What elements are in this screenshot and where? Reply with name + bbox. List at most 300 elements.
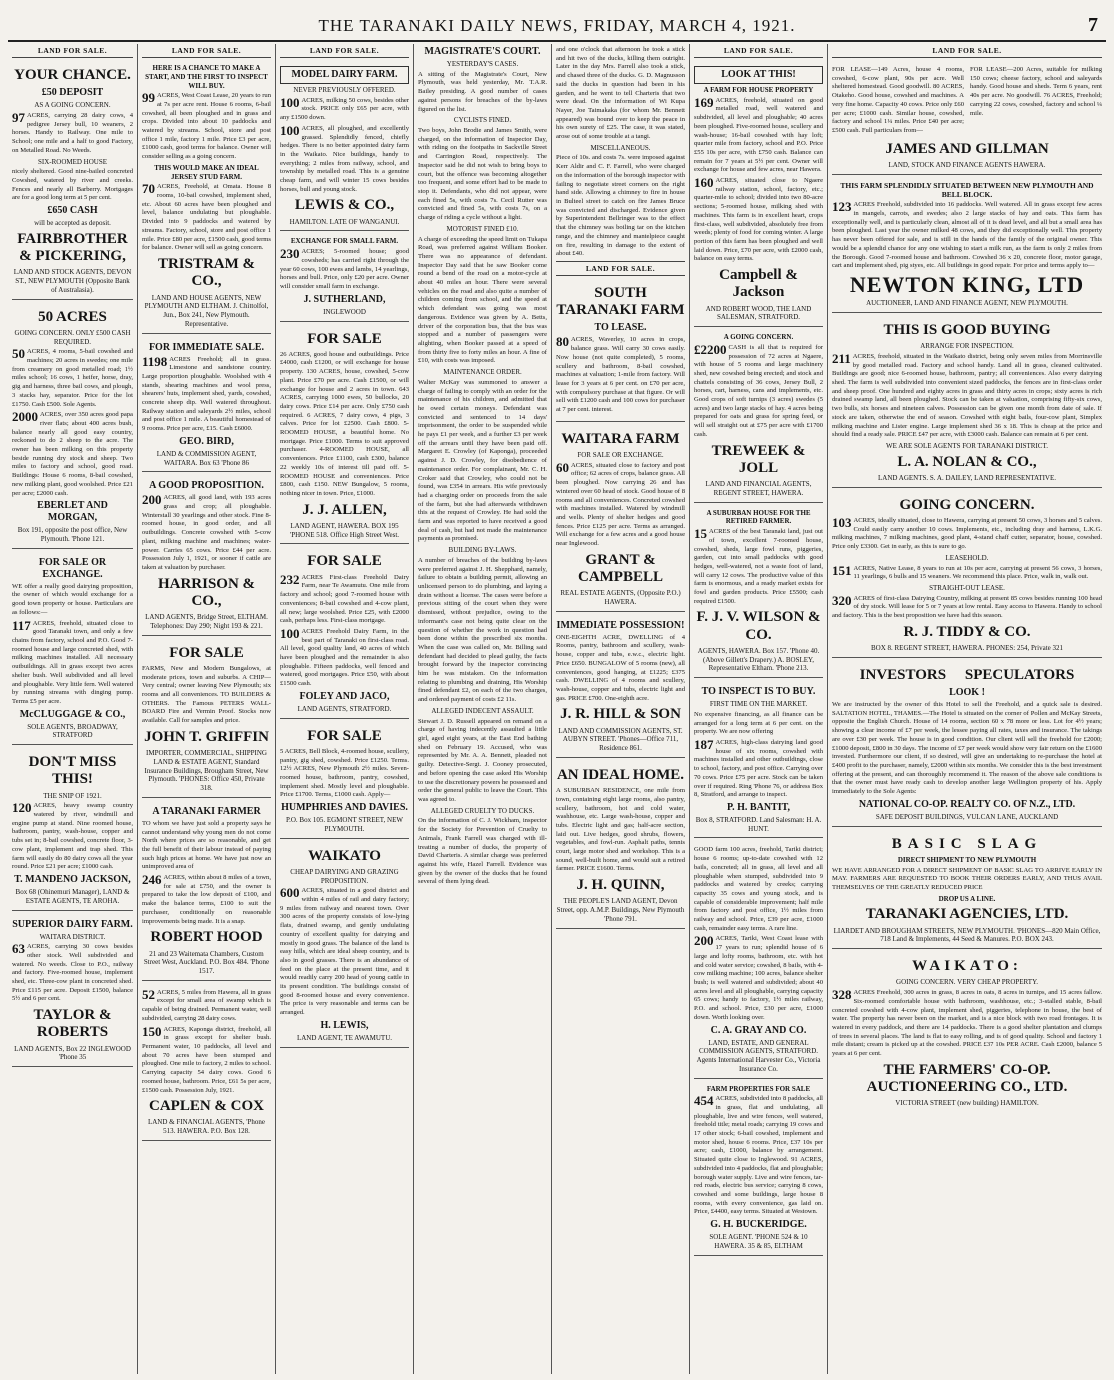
acres-number: 328 <box>832 987 852 1003</box>
ad-text: FOR LEASE—149 Acres, house 4 rooms, cowshed, 6-cow plant, 90s per acre. Well sheltered homestead. Good goodwill. 80 ACRES, Otakeho. Good house, cowshed and machines. A very fine home. Capacity 40 cows. Price only £60 per acre; £1000 cash. Similar house, cowshed, factory and school 1¼ miles. Price £40 per acre; £500 cash. Full particulars from— <box>832 66 964 134</box>
agent-address: LAND AGENT, HAWERA. BOX 195 'PHONE 518. Office High Street West. <box>289 521 400 539</box>
agent-name: J. SUTHERLAND, <box>303 293 386 305</box>
ad-subtitle: GOING CONCERN. VERY CHEAP PROPERTY. <box>896 978 1038 987</box>
column-4 <box>414 44 552 1374</box>
agent-address: AUCTIONEER, LAND AND FINANCE AGENT, NEW PLYMOUTH. <box>866 299 1068 308</box>
acres-number: 232 <box>280 571 300 587</box>
agent-address: IMPORTER, COMMERCIAL, SHIPPING LAND & ESTATE AGENT, Standard Insurance Buildings, Brougham Street, New Plymouth. 'PHONES: Office 450, Private 318. <box>144 749 269 793</box>
acres-number: 52 <box>142 986 155 1002</box>
ad-immediate-possession <box>556 615 685 758</box>
agent-name: CAPLEN & COX <box>149 1098 264 1115</box>
ad-for-sale-foley <box>280 547 409 718</box>
ad-text: TO whom we have just sold a property says he cannot understand why young men do not come North where prices are so reasonable, and get the full benefit of their labour instead of paying such high prices at home. We have just now an unimproved area of <box>142 819 271 871</box>
ad-good-proposition <box>142 475 271 635</box>
ad-exchange-small-farm <box>280 234 409 321</box>
article-subhead: MAINTENANCE ORDER. <box>443 368 522 377</box>
acres-number: 187 <box>694 737 714 753</box>
ad-look-at-this <box>694 61 823 327</box>
ad-body <box>12 348 133 409</box>
agent-name: FOLEY AND JACO, <box>299 690 390 702</box>
column-1 <box>8 44 138 1374</box>
ad-subtitle: THE SNIP OF 1921. <box>43 791 102 800</box>
ad-text-2: nicely sheltered. Good nine-bailed concreted Cowshed, watered by river and creeks. Fences and nearly all Barberry. Mortgages are for a good long term at 5 per cent. <box>12 168 133 202</box>
article-paragraph: Walter McKay was summoned to answer a charge of failing to comply with an order for the maintenance of his children, and admitted that he owed certain moneys. Defendant was convicted and sentenced to 14 days' imprisonment, the order to be suspended while he pays £1 per week, and a further £3 per week off the arrears until they have been paid off. Margaret E. Crowley (of Kaponga), proceeded against J. D. Crowley, for disobedience of maintenance order. For complainant, Mr. C. H. Croker said that Crowley, who could not be found, was £354 in arrears. His wife previously had a charging order on proceeds from the sale of the farm, but she had afterwards withdrawn this at the request of Crowley. He had sold the farm and was reported to have received a good deal of cash, but had not made the maintenance payments as promised. <box>418 378 547 543</box>
ad-your-chance <box>12 61 133 300</box>
article-paragraph: and one o'clock that afternoon he took a stick and hit two of the ducks, killing them outright. Later in the day Mrs. Farrell also took a stick, and chased three of the ducks. G. D. Magnusson said the ducks in question had been in his garden, and he went to tell Charteris that two were dead. On the information of Wi Kupa Nayer, Joe Taimakaka (for whom Mr. Bennett appeared) was bound over to keep the peace in his own surety of £25. The case, it was stated, arose out of some trouble at a tangi. <box>556 46 685 141</box>
ad-body <box>832 592 1102 621</box>
agent-name: G. H. BUCKERIDGE. <box>710 1219 807 1231</box>
ad-body <box>12 411 133 498</box>
ad-text: GOOD farm 100 acres, freehold, Tariki district; house 6 rooms; up-to-date cowshed with 12 bails, concreted; all in grass, all level and all ploughable when stumped, subdivided into 9 paddocks and watered by creeks; carrying capacity 35 cows and young stock, and is capable of considerable improvement; half mile from factory and post office, 1½ miles from railway and school. Price, £39 per acre, £1000 cash, remainder easy terms. A rare line. <box>694 846 823 932</box>
column-header: LAND FOR SALE. <box>12 44 133 58</box>
agent-address: REAL ESTATE AGENTS, (Opposite P.O.) HAWERA. <box>560 589 681 607</box>
agent-name: FAIRBROTHER & PICKERING, <box>17 230 128 265</box>
ad-farm-properties <box>694 1082 823 1256</box>
agent-name: LEWIS & CO., <box>294 197 395 214</box>
agent-address: LAND AND FINANCIAL AGENTS, REGENT STREET, HAWERA. <box>705 480 812 497</box>
agent-name: H. LEWIS, <box>320 1019 369 1031</box>
agent-address: P.O. Box 105. EGMONT STREET, NEW PLYMOUTH. <box>286 816 403 833</box>
ad-waikato-farmers <box>832 952 1102 1112</box>
agent-address: LAND, STOCK AND FINANCE AGENTS HAWERA. <box>888 160 1046 169</box>
ad-note: WE ARE SOLE AGENTS FOR TARANAKI DISTRICT. <box>886 441 1048 450</box>
ad-title: SOUTH TARANAKI FARM <box>556 284 685 319</box>
ad-title: AN IDEAL HOME. <box>556 766 685 783</box>
ad-title: TO INSPECT IS TO BUY. <box>701 686 816 698</box>
agent-address: Box 8, STRATFORD. Land Salesman: H. A. HUNT. <box>695 815 822 833</box>
ad-deposit: £50 DEPOSIT <box>41 87 104 99</box>
ad-subtitle: ARRANGE FOR INSPECTION. <box>920 342 1014 351</box>
ad-text: ACRES, freehold, situated close to good Taranaki town, and only a few chains from factory, school and P.O. Good 7-roomed house and large concreted shed, with milking machines installed. All necessary outbuildings. All in grass except two acres shelter bush. Well subdivided and all level and ploughable. Very little fern. Well watered by running streams with dinging pump. Terms £5 per acre. <box>12 619 133 705</box>
agent-name: TRISTRAM & CO., <box>157 256 256 290</box>
agent-address: AND ROBERT WOOD, THE LAND SALESMAN, STRATFORD. <box>705 304 812 322</box>
agent-name: EBERLET AND MORGAN, <box>37 500 108 524</box>
ad-taranaki-farmer <box>142 801 271 981</box>
ad-body <box>832 562 1102 582</box>
agent-name: J. H. QUINN, <box>576 877 665 894</box>
ad-text: ACRES, Waverley, 10 acres in crops, balance grass. Will carry 30 cows easily. Now house (not quite completed), 5 rooms, scullery and bathroom, 8-bail cowshed, machines at valuation; 1-mile from factory. Will lease for 3 years at 6 per cent. on £70 per acre, with compulsory purchase at that figure. Or will sell with £1200 cash and 100 cows for purchaser at 7 per cent. interest. <box>556 336 685 414</box>
acres-number: 123 <box>832 199 852 215</box>
ad-body <box>142 183 271 253</box>
ad-body <box>694 94 823 175</box>
column-2 <box>138 44 276 1374</box>
ad-body <box>12 802 133 872</box>
ad-title: WAIKATO: <box>912 958 1022 975</box>
ad-text: ACRES Freehold, subdivided into 16 paddocks. Well watered. All in grass except few acres in mangels, carrots, and swedes; also 2 large stacks of hay and oats. This farm has exceptionally well, and is particularly clean, almost all of it is dead level, and all but a small area has been ploughed. Last year the owner milked 48 cows, and they did exceptionally well. This property has never been offered for sale, and is still in the hands of the family of the original owner. This would be a splendid chance for any one wishing to start a milk run, as the farm is only 2 miles from the Borough. Good 7-roomed house and bathroom. Cowshed 36 x 20, concrete floor, motor garage, cart and implement shed, pig styes, etc. All buildings in good repair. For price and terms apply to— <box>832 201 1102 270</box>
ad-waitara-farm <box>556 425 685 612</box>
acres-number: 454 <box>694 1093 714 1109</box>
ad-head: FOR IMMEDIATE SALE. <box>148 341 265 353</box>
ad-head: FOR SALE <box>307 727 382 744</box>
ad-chance-to-start <box>142 61 271 334</box>
acres-number: 246 <box>142 872 162 888</box>
ad-body <box>694 739 823 800</box>
column-header: LAND FOR SALE. <box>832 44 1102 58</box>
ad-subtitle: WAITARA DISTRICT. <box>39 932 106 941</box>
ad-ideal-home <box>556 761 685 929</box>
column-3 <box>276 44 414 1374</box>
column-header: LAND FOR SALE. <box>556 261 685 276</box>
article-paragraph: Two boys, John Brodie and James Smith, were charged, on the information of Inspector Day, with riding on the footpaths in Sackville Street and Carrington Road, respectively. The Inspector said he did not wish to bring boys to court, but the offence was becoming altogether too frequent, and some effort had to be made to stop it. Defendants, who did not appear, were each fined 5s, with costs 7s. Cecil Rutter was convicted and fined 5s, with costs 7s, on a charge of riding a cycle without a light. <box>418 127 547 222</box>
ad-waikato-lewis <box>280 842 409 1048</box>
ad-text: ACRES, situated close to factory and post office; 62 acres of crops, balance grass. All been ploughed. Now carrying 26 and has wintered over 60 head of stock. Good house of 8 rooms and all conveniences. Concreted cowshed with machines installed. Watered by windmill and wells. Plenty of shelter hedges and good fences. Price £125 per acre. Terms as arranged. Will exchange for a few acres and a good house near Inglewood. <box>556 461 685 548</box>
ad-note: will be accepted as deposit. <box>34 219 111 228</box>
article-paragraph: A charge of exceeding the speed limit on Tukapa Road, was preferred against William Booker. There was no appearance of defendant. Inspector Day said that he saw Booker come round a bend of the road on a motor-cycle at about 40 miles an hour. There were several vehicles on the road and also quite a number of children coming from school, and the speed at which defendant was going was most dangerous. Evidence was given by A. Betts, driver of the corporation bus, that the bus was stopped and a number of passengers were alighting, when Booker passed at a speed of from thirty five to forty miles an hour. A fine of £10, with costs was imposed. <box>418 235 547 365</box>
ad-head: FOR SALE OR EXCHANGE. <box>38 556 107 580</box>
ad-text: WE HAVE ARRANGED FOR A DIRECT SHIPMENT OF BASIC SLAG TO ARRIVE EARLY IN MAY. FARMERS ARE REQUESTED TO BOOK THEIR ORDERS EARLY, AND THUS AVAIL THEMSELVES OF THE GREATLY REDUCED PRICE <box>832 866 1102 891</box>
acres-number: 63 <box>12 941 25 957</box>
ad-south-taranaki-farm <box>556 279 685 422</box>
agent-name: GRANT & CAMPBELL <box>577 551 663 586</box>
acres-number: 1198 <box>142 353 168 369</box>
agent-address: LAND AND HOUSE AGENTS, NEW PLYMOUTH AND ELTHAM. J. Chittolfol, Jun., Box 241, New Plymouth. Representative. <box>144 293 269 328</box>
acres-number: 230 <box>280 246 300 262</box>
agent-address: LAND AGENTS. S. A. DAILEY, LAND REPRESENTATIVE. <box>877 473 1056 482</box>
agent-address: THE PEOPLE'S LAND AGENT, Devon Street, opp. A.M.P. Buildings, New Plymouth 'Phone 791. <box>556 897 685 923</box>
agent-name: L. A. NOLAN & CO., <box>897 453 1037 470</box>
ad-body <box>832 989 1102 1059</box>
ad-head: EXCHANGE FOR SMALL FARM. <box>290 237 399 246</box>
article-paragraph: A number of breaches of the building by-laws were preferred against J. H. Shepphard, namely, failure to obtain a building permit, allowing an unlicensed person to do plumbing, and laying a drain without a license. The cases were before a previous sitting of the court when they were dismissed, without prejudice, owing to the informant's case not being quite clear on the question of whether the work in question had been done within the prescribed six months. When the case was called on, Mr. Billing said defendant had decided to plead guilty, the facts brought forward by the inspector convincing him he was mistaken. On the information relating to plumbing and draining, His Worship fined defendant £2, on each of the two charges, and ordered payment of costs £2 11s. <box>418 556 547 704</box>
ad-body <box>12 617 133 707</box>
agent-name: F. J. V. WILSON & CO. <box>696 609 821 643</box>
agent-name: Campbell & Jackson <box>719 267 798 301</box>
ad-gray-co <box>694 841 823 1078</box>
ad-body <box>832 201 1102 271</box>
agent-name: C. A. GRAY AND CO. <box>710 1024 807 1036</box>
article-subhead: ALLEGED INDECENT ASSAULT. <box>431 706 534 715</box>
acres-number: 60 <box>556 459 569 475</box>
agent-name: NATIONAL CO-OP. REALTY CO. OF N.Z., LTD. <box>858 798 1076 810</box>
ad-sale-or-exchange <box>12 552 133 745</box>
article-subhead: YESTERDAY'S CASES. <box>446 60 519 68</box>
ad-title: LOOK AT THIS! <box>694 66 823 84</box>
agent-address: INGLEWOOD <box>323 307 366 316</box>
ad-text: ACRES Freehold, 300 acres in grass, 8 acres in oats, 8 acres in turnips, and 15 acres fallow. Six-roomed comfortable house with bathroom, washhouse, etc.; 3-stalled stable, 8-bail concreted cowshed with 4-cow plant, implement shed, piggeries, telephone in house, the best of water. The property has never been on the market, and is a nice block with two road frontages. It is watered in every paddock, and there are 14 paddocks. There is a good shelter plantation and clumps of trees in several places. The land is flat to easy rolling, and is of good quality. School and factory 1 mile distant; cream is picked up at the cowshed. PRICE £37 10s PER ACRE. Cash £2000, balance 5 years at 6 per cent. <box>832 989 1102 1058</box>
acres-number: 160 <box>694 175 714 191</box>
ad-superior-dairy-farm <box>12 914 133 1068</box>
acres-number: 211 <box>832 350 851 366</box>
ad-text: ACRES Freehold Dairy Farm, in the best part of Taranaki on first-class road. All level, good quality land, 40 acres of which have been ploughed and the remainder is also ploughable. Fifteen paddocks, well fenced and watered, good mortgages. Price £50, with about £1500 cash. <box>280 627 409 688</box>
ad-price: £650 CASH <box>47 205 98 217</box>
agent-address: LAND AGENTS, Box 22 INGLEWOOD 'Phone 35 <box>14 1044 131 1062</box>
ad-text: ACRES, milking 50 cows, besides other stock. PRICE only £65 per acre, with any £1500 down. <box>280 96 409 122</box>
ad-subtitle: AS A GOING CONCERN. <box>34 101 111 110</box>
ad-title: THIS IS GOOD BUYING <box>883 321 1051 338</box>
column-7 <box>828 44 1106 1374</box>
ad-text: ACRES, carrying 28 dairy cows, 4 pedigree Jersey bull, 10 weaners, 2 horses. Handy to Railway. One mile to School; one mile and a half to good Factory, on Metalled Road. No Weeds. <box>12 112 133 154</box>
acres-number: 103 <box>832 514 852 530</box>
acres-number: 200 <box>142 492 162 508</box>
ad-subtitle: FIRST TIME ON THE MARKET. <box>709 700 808 709</box>
acres-number: 100 <box>280 94 300 110</box>
ad-going-concern-treweek <box>694 330 823 502</box>
ad-title: THIS WOULD MAKE AN IDEAL JERSEY STUD FARM. <box>154 163 259 181</box>
ad-title: THIS FARM SPLENDIDLY SITUATED BETWEEN NEW PLYMOUTH AND BELL BLOCK. <box>840 180 1094 199</box>
acres-number: 117 <box>12 617 31 633</box>
agent-name: NEWTON KING, LTD <box>849 272 1085 297</box>
ad-body <box>280 571 409 626</box>
agent-name: J. J. ALLEN, <box>302 501 387 518</box>
article-subhead: CYCLISTS FINED. <box>453 116 512 125</box>
ad-body <box>142 1023 271 1096</box>
agent-name: T. MANDENO JACKSON, <box>14 874 131 885</box>
article-subhead: ALLEGED CRUELTY TO DUCKS. <box>430 806 535 815</box>
ad-text: ACRES, 5 miles from Hawera, all in grass except for small area of swamp which is capable of being drained. Permanent water, well subdivided, carrying 28 dairy cows. <box>142 988 271 1022</box>
ad-head: FOR SALE <box>169 644 244 661</box>
ad-head: FOR SALE <box>307 330 382 347</box>
agent-name: TAYLOR & ROBERTS <box>33 1007 112 1041</box>
ad-50-acres <box>12 303 133 549</box>
ad-text: ACRES, West Coast Lease, 20 years to run at 7s per acre rent. House 6 rooms, 6-bail cowshed, all been ploughed and in grass and crops. Divided into about 10 paddocks and watered by streams. School, store and post office 1 mile, factory 1 mile. Price £3 per acre, £1000 cash, good terms for balance. Owner will consider selling as a going concern. <box>142 92 271 161</box>
ad-text: ACRES, high-class dairying land good house of six rooms, cowshed with machines installed and other outbuildings, close to school, factory, and post office. Carrying over 70 cows. Price £75 per acre. Stock can be taken over if required. Ring 'Phone 76, or address Box 8, Stratford, and arrange to inspect. <box>694 739 823 799</box>
agent-address: HAMILTON. LATE OF WANGANUI. <box>289 217 400 226</box>
ad-title: BASIC SLAG <box>891 835 1043 852</box>
price-number: £2200 <box>694 341 727 357</box>
ad-newton-king <box>832 178 1102 313</box>
ad-text: 5 ACRES, Bell Block, 4-roomed house, scullery, pantry, gig shed, cowshed. Price £1250. Terms. 12½ ACRES, New Plymouth 2½ miles. Seven-roomed house, bathroom, pantry, cowshed, implement shed. Mostly level and ploughable. Price £1700. Terms, £1000 cash. Apply— <box>280 747 409 799</box>
agent-address: LAND & COMMISSION AGENT, WAITARA. Box 63 'Phone 86 <box>156 449 257 467</box>
ad-body <box>12 943 133 1004</box>
ad-text: ACRES of the best Taranaki land, just out of town, excellent 7-roomed house, cowshed, sheds, large fowl runs, piggeries, garden, cut into small paddocks with good hedges, well-watered, not a waste foot of land, will carry 12 cows. The productive value of this farm is enormous, and a ready market exists for fowl and garden products. Price £5500; cash required £1500. <box>694 528 823 605</box>
ad-for-sale-griffin <box>142 639 271 798</box>
acres-number: 120 <box>12 800 32 816</box>
agent-name: GEO. BIRD, <box>179 435 234 447</box>
ad-text: A SUBURBAN RESIDENCE, one mile from town, containing eight large rooms, also pantry, scullery, bathroom, hot and cold water, washhouse, etc. Large wash-house, copper and tubs. Electric light and gas; half-acre section, laid out. Live hedges, good shrubs, flowers, vegetables, and fowl-run. Asphalt paths, tennis court, large motor shed and workshop. This is a sound, well-built home, and would suit a retired farmer. PRICE £1600. Terms. <box>556 787 685 873</box>
ad-title: A SUBURBAN HOUSE FOR THE RETIRED FARMER. <box>706 508 811 526</box>
article-paragraph: Piece of 10s. and costs 7s. were imposed against Kerr Aldir and C. F. Farrell, who were charged on the information of the borough inspector with failing to negotiate street corners on the right hand side. Allowing a chimney to fire in house in Bulteel street to catch on fire James Bruce was convicted and discharged. Evidence given by Superintendent Bellringer was to the effect that the chimney was boiling tar on the kitchen range, and the chimney and mantelpiece caught on fire, resulting in damage to the extent of about £40. <box>556 154 685 258</box>
article-paragraph: A sitting of the Magistrate's Court, New Plymouth, was held yesterday, Mr. T.A.R. Bailey presiding. A good number of cases against persons for breaches of the by-laws figured on the list. <box>418 70 547 113</box>
ad-for-sale-humphries <box>280 722 409 839</box>
ad-text: ACRES Freehold; all in grass. Limestone and sandstone country. Large proportion ploughable. Woolshed with 4 stands, shearing machines and wool press, shearers' huts, implement shed, yards, cowshed, concrete sheep dip. Well watered throughout. Railway station and saleyards 2½ miles, school and post office 1 mile. A beautiful homestead of 9 rooms. Price per acre, £15. Cash £6000. <box>142 355 271 433</box>
masthead <box>8 14 1106 42</box>
acres-number: 100 <box>280 625 300 641</box>
ad-body <box>12 112 133 156</box>
agent-name: HARRISON & CO., <box>157 575 256 609</box>
ad-note: DROP US A LINE. <box>938 894 996 903</box>
ad-title: WAITARA FARM <box>561 430 680 447</box>
ad-title: INVESTORS SPECULATORS <box>859 666 1075 683</box>
ad-text: FARMS, New and Modern Bungalows, at moderate prices, town and suburbs. A CHIP—Very central; owner leaving New Plymouth; six rooms and all conveniences. TO BUILDERS & OTHERS. The Famous PETERS WALL-BOARD Fire and Vermin Proof. Stocks now available. Call for samples and price. <box>142 664 271 725</box>
ad-body <box>832 514 1102 552</box>
ad-suburban-house <box>694 506 823 679</box>
agent-name: THE FARMERS' CO-OP. AUCTIONEERING CO., LTD. <box>866 1061 1068 1096</box>
ad-body <box>694 1095 823 1217</box>
ad-body <box>832 350 1102 440</box>
agent-address: LAND AND STOCK AGENTS, DEVON ST., NEW PLYMOUTH (Opposite Bank of Australasia). <box>13 268 132 294</box>
page-number: 7 <box>1088 14 1098 36</box>
ad-text: FOR LEASE—200 Acres, suitable for milking 150 cows; cheese factory, school and saleyards handy. Good house and sheds. Term 6 years, rent 40s per acre. No goodwill. 76 ACRES, Freehold; carrying 22 cows, cowshed, factory and school ¼ mile. <box>970 66 1102 117</box>
agent-name: JOHN T. GRIFFIN <box>144 728 269 745</box>
ad-text: No expensive financing, as all finance can be arranged for a long term at 6 per cent. on the property. We are now offering <box>694 710 823 736</box>
agent-address: VICTORIA STREET (new building) HAMILTON. <box>895 1099 1039 1108</box>
article-subhead: BUILDING BY-LAWS. <box>448 546 517 555</box>
ad-title: 50 ACRES <box>38 308 107 325</box>
ad-text: ACRES, freehold, situated on good metalled road, well watered and subdivided, all level and ploughable; 40 acres been ploughed. Five-roomed house, scullery and wash-house; 16-bail cowshed with hay loft; quarter mile from factory, school and P.O. Price £55 10s per acre, with £750 cash. Balance can remain for 7 years at 5½ per cent. Owner will exchange for house and few acres, near Hawera. <box>694 96 823 174</box>
ad-house: SIX-ROOMED HOUSE <box>37 157 108 166</box>
ad-text: ACRES, ideally situated, close to Hawera, carrying at present 50 cows, 3 horses and 5 calves. Could easily carry another 10 cows. Implements, etc., including dray and harness, L.K.G. milking machines, 7 milking machines, good plant, 4-stand chaff cutter, separator, house, cowshed. Price only £3300. Get in early, as this is sure to go. <box>832 516 1102 551</box>
agent-name: J. R. HILL & SON <box>560 706 681 723</box>
ad-head: FOR SALE <box>307 553 382 570</box>
ad-subtitle: LEASEHOLD. <box>945 553 989 562</box>
acres-number: 150 <box>142 1023 162 1039</box>
acres-number: 80 <box>556 334 569 350</box>
ad-text: ACRES, subdivided into 8 paddocks, all in grass, flat and undulating, all ploughable, live and wire fences, well watered, freehold title; metal roads; carrying 19 cows and 17 other stock; 6-bail cowshed, implement and motor shed, house 6 rooms. Price, £37 10s per acre; cash, £1000, balance by arrangement. Situated quite close to Inglewood. 91 ACRES, subdivided into 4 paddocks, flat and ploughable; borough water supply. Live and wire fences, tar-red roads, electric bus service; carrying 8 cows, cowshed and some buildings, large house 8 rooms, with every convenience, gas laid on. Price, £4400, easy terms. Situated at Westown. <box>694 1095 823 1216</box>
agent-name: TARANAKI AGENCIES, LTD. <box>865 906 1069 923</box>
ad-title: DON'T MISS THIS! <box>28 754 117 788</box>
ad-text: ACRES, Tariki, West Coast lease with 17 years to run; splendid house of 6 large and lofty rooms, bathroom, etc. with hot and cold water service; cowshed, 8 bails, with 4-cow milking machine; 100 acres, balance shelter bush; is well watered and subdivided; about 40 acres level and all ploughable, carrying capacity 65 cows; handy to factory, 1½ miles railway, P.O. and school. Price, £30 per acre, £1000 down. Worth looking over. <box>694 935 823 1021</box>
ad-text: ACRES, heavy swamp country watered by river, windmill and engine pump at stand. Nine roomed house, bathroom, pantry, wash-house, copper and tubs set in; 8-bail cowshed, concrete floor, 3-cow plant, implement and trap shed. This farm will easily do 80 dairy cows all the year round. Price £21 per acre; £1000 cash. <box>12 802 133 871</box>
agent-address: Box 68 (Ohinemuri Manager), LAND & ESTATE AGENTS, TE AROHA. <box>15 888 130 905</box>
agent-address: LAND & FINANCIAL AGENTS, 'Phone 513. HAWERA. P.O. Box 128. <box>147 1118 266 1136</box>
agent-name: TREWEEK & JOLL <box>711 442 806 476</box>
agent-address: Box 191, opposite the post office, New Plymouth. 'Phone 121. <box>17 526 128 544</box>
agent-name: R. J. TIDDY & CO. <box>903 623 1031 640</box>
agent-name: HUMPHRIES AND DAVIES. <box>281 802 408 814</box>
article-paragraph: Stewart J. D. Russell appeared on remand on a charge of having indecently assaulted a little girl, aged eight years, at the East End bathing shed on February 19. Accused, who was represented by Mr. A. A. Bennett, pleaded not guilty. Detective-Sergt. J. Cooney prosecuted, and before opening the case asked His Worship to use the discretionary powers he possessed and order the general public to leave the Court. This was agreed to. <box>418 717 547 803</box>
ad-body <box>280 887 409 1018</box>
ad-subtitle: GOING CONCERN. ONLY £500 CASH REQUIRED. <box>14 328 131 346</box>
agent-address: AGENTS, HAWERA. Box 157. 'Phone 40. (Above Gillett's Drapery.) A. BOSLEY, Representative Eltham. 'Phone 213. <box>697 646 820 673</box>
acres-number: 70 <box>142 181 155 197</box>
ad-text: ACRES, within about 8 miles of a town, for sale at £750, and the owner is prepared to take the low deposit of £100, and make the balance terms, £100 to suit the purchaser, conditionally on reasonable improvements being made. It is a snap. <box>142 874 271 925</box>
ad-text: ACRES, all good land, with 193 acres grass and crop; all ploughable. Winterstall 30 yearlings and other stock. Fine 8-roomed house, in good order, and all outbuildings. Concrete cowshed with 5-cow plant, milking machine and machines; water-power. Carries 65 cows. Price £44 per acre. Possession July 1, 1921, or sooner if cattle are taken at valuation by purchaser. <box>142 494 271 571</box>
ad-head: IMMEDIATE POSSESSION! <box>556 619 685 631</box>
ad-body <box>556 459 685 549</box>
ad-text: ACRES First-class Freehold Dairy Farm, near Te Awamutu. One mile from factory and school; good 7-roomed house with conveniences; 8-bail cowshed and 4-cow plant, all new; large woolshed. Price £25, with £2000 cash, perhaps less. First-class mortgage. <box>280 573 409 625</box>
ad-text: ACRES, all ploughed, and excellently grassed. Splendidly fenced, chiefly hedges. There is no better appointed dairy farm in the Waikato. Nice buildings, handy to everything; 2 miles from railway, school, and township by metalled road. This is a genuine cheap farm, and will winter 15 cows besides horses, bull and young stock. <box>280 124 409 193</box>
acres-number: 15 <box>694 526 707 542</box>
ad-title: GOING CONCERN. <box>899 496 1035 513</box>
ad-title: HERE IS A CHANCE TO MAKE A START, AND THE FIRST TO INSPECT WILL BUY. <box>145 64 268 90</box>
column-5 <box>552 44 690 1374</box>
ad-body <box>280 94 409 123</box>
ad-text: ACRES, 4 rooms, 5-bail cowshed and machines; 20 acres in swedes; one mile from creamery on good metalled road; 1½ miles school; 16 cows, 1 heifer, horse, dray, gig and harness, three bail cows, and plough, 3 stacks hay, separator. Price for the lot £1750. Cash £500. Sole Agents. <box>12 348 133 408</box>
ad-text: ACRES, freehold, situated in the Waikato district, being only seven miles from Morrinsville by good metalled road. Factory and school handy. Land all in grass, cleaned cultivated. Buildings are good; nice 6-roomed house, bathroom, pantry; all conveniences. Also every dairying shed. The farm is well subdivided into convenient sized paddocks, the fences are in first-class order and sheep proof. One hundred and eighty acres in grass and thirty acres in crops; sixty acres is rich drained swamp land, all been ploughed. Stock can be taken at valuation, comprising fifty-six cows, two bulls, six horses and nineteen calves. Possession can be given one month from date of sale. If stock are taken, otherwise the end of season. Cowshed with eight bails, four-cow plant, Simplex milking machine and Lister engine. Large implement shed 36 x 18. This is cheap at the price and should find a ready sale. PRICE £47 per acre, with £3000 cash. Balance can remain at 6 per cent. <box>832 352 1102 439</box>
ad-text: ACRES, over 350 acres good papa river flats; about 400 acres bush, balance nearly all good easy country, reckoned to do 2 sheep to the acre. The owner has been milking on this property beside running dry stock and sheep. Two miles to factory and school, good road. Buildings: House 6 rooms, 8-bail cowshed, new milking plant, good woolshed. Price £21 per acre; £2000 cash. <box>12 411 133 497</box>
ad-body <box>694 177 823 264</box>
agent-address: LAND AGENT, TE AWAMUTU. <box>296 1033 393 1042</box>
ad-head: FARM PROPERTIES FOR SALE <box>706 1084 811 1093</box>
agent-address: SOLE AGENT. 'PHONE 524 & 10 HAWERA. 35 & 85, ELTHAM <box>709 1233 808 1250</box>
ad-title: SUPERIOR DAIRY FARM. <box>12 918 133 930</box>
ad-subtitle: CHEAP DAIRYING AND GRAZING PROPOSITION. <box>290 867 399 885</box>
ad-text: 26 ACRES, good house and outbuildings. Price £4000, cash £1200, or will exchange for house property. 130 ACRES, house, cowshed, 5-cow plant. Price £70 per acre. Cash £1500, or will exchange for house and 2 acres in town. 643 ACRES, carrying 1000 ewes, 50 bullocks, 20 dairy cows. Price £14 per acre. Only £750 cash required. 6 ACRES, 7 dairy cows, 4 pigs, 3 calves. Price for lot £2500. Cash £800. 5-ROOMED HOUSE, a beautiful home. No mortgage. Price £1000. Terms to suit approved purchaser. 4-ROOMED HOUSE, all conveniences. Price £1100, cash £300, balance 22 weekly 10s of interest till paid off. 5-ROOMED HOUSE and conveniences. Price £800, cash £150. NEW Bungalow, 5 rooms, nothing nicer in town. Price, £1000. <box>280 350 409 497</box>
column-6 <box>690 44 828 1374</box>
ad-title: MODEL DAIRY FARM. <box>280 66 409 84</box>
ad-model-dairy-farm <box>280 61 409 231</box>
ad-subtitle: STRAIGHT-OUT LEASE. <box>929 583 1005 592</box>
acres-number: 2000 <box>12 409 38 425</box>
ad-subtitle: DIRECT SHIPMENT TO NEW PLYMOUTH <box>897 855 1037 864</box>
ad-text: ACRES, Freehold, at Omata. House 8 rooms, 10-bail cowshed, implement shed, etc. About 60 acres have been ploughed and level, balance undulating but ploughable. Divided into 9 paddocks and watered by streams. Factory, school, store and post office 1 mile. Price £80 per acre, £1500 cash, good terms for balance. Owner will sell as going concern. <box>142 183 271 252</box>
ad-body <box>142 874 271 926</box>
ad-text: ACRES, carrying 30 cows besides other stock. Well subdivided and watered. No weeds. Close to P.O., railway and factory. Five-roomed house, implement shed, etc. Three-cow plant in concreted shed. Price £115 per acre. Deposit £1500, balance 5½ and 6 per cent. <box>12 943 133 1003</box>
ad-basic-slag <box>832 830 1102 950</box>
agent-name: P. H. BANTIT, <box>726 801 791 813</box>
article-subhead: MISCELLANEOUS. <box>590 143 651 152</box>
ad-text: ACRES, Native Lease, 8 years to run at 10s per acre, carrying at present 56 cows, 3 horses, 11 yearlings, 6 bulls and 15 weaners. We recommend this place. Price, walk in, walk out. <box>853 564 1102 581</box>
column-header: LAND FOR SALE. <box>694 44 823 58</box>
ad-subtitle: FOR SALE OR EXCHANGE. <box>577 451 664 459</box>
ad-body <box>142 986 271 1024</box>
ad-for-sale-allen <box>280 325 409 545</box>
agent-address: LAND AGENTS, Bridge Street, ELTHAM. Telephones: Day 290; Night 193 & 221. <box>145 613 268 630</box>
ad-text: ACRES, situated close to Ngaere railway station, school, factory, etc.; quarter-mile to school; divided into two 80-acre sections; 5-roomed house, milking shed with machines. This farm is in excellent heart, crops first-class, well subdivided, absolutely free from weeds; plenty of food for coming winter. A large portion of this farm has been ploughed and well laid down. Price, £70 per acre, with £2000 cash, balance on easy terms. <box>694 177 823 263</box>
ad-text: We are instructed by the owner of this Hotel to sell the Freehold, and a quick sale is desired. SALTATION HOTEL, THAMES.—The Hotel is situated on the corner of Pollen and McKay Streets, opposite the English Church. House of 14 rooms, section 60 x 78 more or less. Lot for 4½ years; showing a clear income of £7 per week, the lessee paying all rates, taxes and insurance. The takings are over £30 per week. The house is in good condition. Our client will sell the freehold for £2000; £1000 deposit, £800 in 30 days. The income of £7 per week would show very fair return on the £1600 invested. Furthermore our client, if so desired, will give an undertaking to re-purchase the hotel at £400 profit to the purchaser, namely, £2000 within six months. We consider this is the best investment offering at the present, and can thoroughly recommend it. The reason of the above sale conditions is that the owner must have ready cash to develop another large Wellington property of his. Apply immediately to the Sole Agents: <box>832 701 1102 796</box>
acres-number: 200 <box>694 933 714 949</box>
agent-address: LAND AND COMMISSION AGENTS, ST. AUBYN STREET. 'Phones—Office 711, Residence 861. <box>558 726 683 753</box>
ad-body <box>142 92 271 162</box>
agent-address: SAFE DEPOSIT BUILDINGS, VULCAN LANE, AUCKLAND <box>875 812 1059 821</box>
ad-subtitle: TO LEASE. <box>594 322 647 334</box>
acres-number: 320 <box>832 592 852 608</box>
ad-title: YOUR CHANCE. <box>14 67 131 83</box>
ad-body <box>556 336 685 414</box>
ad-going-concern-tiddy <box>832 491 1102 658</box>
acres-number: 99 <box>142 90 155 106</box>
ad-text: ACRES, Kaponga district, freehold, all in grass except for shelter bush. Permanent water, 10 paddocks, all level and about 70 acres have been stumped and ploughed. One mile to factory, 2 miles to school. Carrying capacity 54 dairy cows. Good 6 roomed house, bathroom. Price, £61 5s per acre, £1500 cash. Possession July, 1921. <box>142 1025 271 1094</box>
ad-investors-speculators <box>832 661 1102 827</box>
ad-head: WAIKATO <box>308 847 381 864</box>
ad-subtitle: A FARM FOR HOUSE PROPERTY <box>703 86 814 94</box>
acres-number: 600 <box>280 885 300 901</box>
ad-body <box>694 528 823 606</box>
agent-address: SOLE AGENTS, BROADWAY, STRATFORD <box>27 722 118 740</box>
ad-subtitle: LOOK ! <box>949 687 985 699</box>
ad-body <box>280 625 409 689</box>
ad-james-gillman <box>832 61 1102 175</box>
ad-head: A TARANAKI FARMER <box>152 805 261 817</box>
ad-body <box>142 494 271 572</box>
acres-number: 50 <box>12 346 25 362</box>
ad-text: CASH is all that is required for possession of 72 acres at Ngaere, with house of 5 rooms and large machinery shed, new cowshed being erected; and stock and chattels consisting of 36 cows, Jersey Bull, 2 horses, cart, harness, cans and implements, etc. Good crops of soft turnips (3 acres) swedes (5 acres) and two large stacks of hay. 4 acres being prepared for oats and grass for spring feed, or will sell straight out at £75 per acre with £1700 cash. <box>694 343 823 438</box>
acres-number: 97 <box>12 110 25 125</box>
agent-name: ROBERT HOOD <box>150 929 263 946</box>
article-headline: MAGISTRATE'S COURT. <box>424 46 541 57</box>
ad-text: ONE-EIGHTH ACRE, DWELLING of 4 Rooms, pantry, bathroom and scullery, wash-house, copper and tubs, e.w.c., electric light. Price £650. BUNGALOW of 5 rooms (new), all conveniences, good hanging, at £1225; £375 cash. DWELLING of 4 rooms and scullery, wash-house, copper and tubs, electric light and gas. PRICE £700. One-eighth acre. <box>556 633 685 702</box>
ad-to-inspect-is-to-buy <box>694 681 823 838</box>
ad-caplen-cox <box>142 984 271 1141</box>
agent-address: 21 and 23 Waitemata Chambers, Custom Street West, Auckland. P.O. Box 484. 'Phone 1517. <box>143 949 270 976</box>
ad-text: ACRES; 5-roomed house; good cowsheds; has carried right through the year 60 cows, 100 ewes and lambs, 14 yearlings, horses and bull. Price, only £20 per acre. Owner will consider small farm in exchange. <box>280 248 409 291</box>
ad-body <box>280 248 409 292</box>
masthead-title: THE TARANAKI DAILY NEWS, FRIDAY, MARCH 4, 1921. <box>318 16 796 35</box>
columns <box>8 44 1106 1374</box>
ad-immediate-sale <box>142 337 271 473</box>
agent-name: JAMES AND GILLMAN <box>885 140 1049 157</box>
ad-text: ACRES of first-class Dairying Country, milking at present 85 cows besides running 100 head of dry stock. Will lease for 5 or 7 years at low rental. Easy access to Hawera. Handy to school and factory. This is the best proposition we have had this season. <box>832 594 1102 620</box>
ad-two-column <box>832 64 1102 138</box>
acres-number: 100 <box>280 122 300 138</box>
column-header: LAND FOR SALE. <box>142 44 271 58</box>
acres-number: 169 <box>694 94 714 110</box>
ad-text: ACRES, situated in a good district and within 4 miles of rail and dairy factory; 9 miles from railway and nearest town. Over 300 acres of the property consists of low-lying flats, drained swamp, and gently undulating country of excellent quality for dairying and mostly in good grass. The balance of the land is easy hills, which are ideal sheep country, and is also in good grasses. There is an abundance of feed on the place at the present time, and it would readily carry 200 head of young cattle in its present condition. The buildings consist of good 8-roomed house and every convenience. The price is very reasonable and terms can be arranged. <box>280 887 409 1017</box>
article-paragraph: On the information of C. J. Wickham, inspector for the Society for Prevention of Cruelty to Animals, Frank Farrell was charged with ill-treating a number of ducks, the property of David Charteris. A similar charge was preferred against his wife, Hazel Farrell. Evidence was given by the owner of the ducks that he found several of them lying dead. <box>418 817 547 886</box>
article-subhead: MOTORIST FINED £10. <box>446 224 519 233</box>
agent-address: LAND, ESTATE, AND GENERAL COMMISSION AGENTS, STRATFORD. Agents International Harvester Co., Victoria Insurance Co. <box>696 1038 821 1073</box>
agent-address: LAND AGENTS, STRATFORD. <box>297 704 392 713</box>
agent-address: BOX 8. REGENT STREET, HAWERA. PHONES: 254, Private 321 <box>870 644 1064 653</box>
ad-body <box>694 935 823 1022</box>
ad-body <box>694 341 823 440</box>
column-header: LAND FOR SALE. <box>280 44 409 58</box>
ad-dont-miss-this <box>12 748 133 910</box>
ad-body <box>142 353 271 434</box>
acres-number: 151 <box>832 562 852 578</box>
agent-name: McCLUGGAGE & CO., <box>19 708 126 720</box>
ad-head: A GOING CONCERN. <box>723 333 794 342</box>
